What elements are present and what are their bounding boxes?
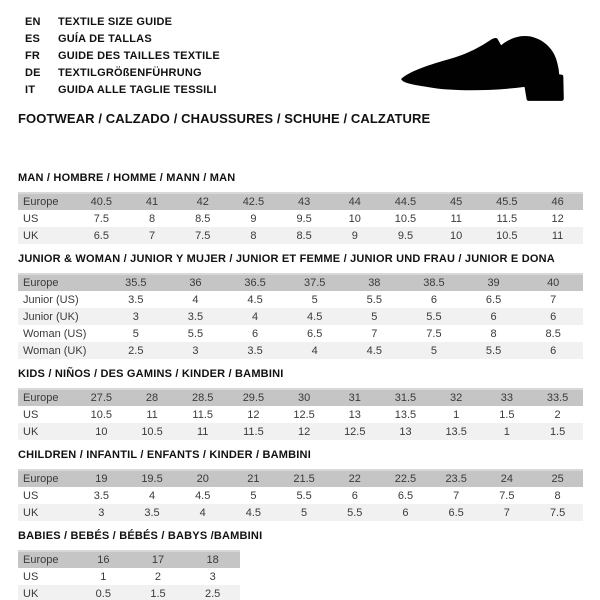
row-label: UK	[18, 227, 76, 244]
size-cell: 3	[185, 568, 240, 585]
size-cell: 8	[464, 325, 524, 342]
size-cell: 31	[329, 389, 380, 406]
size-cell: 12	[279, 423, 330, 440]
size-cell: 10.5	[482, 227, 533, 244]
size-section	[18, 172, 583, 244]
size-cell: 33.5	[532, 389, 583, 406]
table-row	[18, 487, 583, 504]
size-cell: 7.5	[404, 325, 464, 342]
size-cell: 44.5	[380, 193, 431, 210]
size-cell: 21	[228, 470, 279, 487]
table-title: JUNIOR & WOMAN / JUNIOR Y MUJER / JUNIOR ET FEMME / JUNIOR UND FRAU / JUNIOR E DONA	[18, 253, 555, 265]
size-cell: 8.5	[177, 210, 228, 227]
size-cell: 37.5	[285, 274, 345, 291]
size-cell: 8.5	[523, 325, 583, 342]
size-cell: 43	[279, 193, 330, 210]
table-row	[18, 470, 583, 487]
language-label: GUIDA ALLE TAGLIE TESSILI	[58, 84, 217, 96]
size-cell: 24	[482, 470, 533, 487]
table-row	[18, 227, 583, 244]
row-label: US	[18, 210, 76, 227]
size-cell: 2	[532, 406, 583, 423]
row-label: Woman (UK)	[18, 342, 106, 359]
size-cell: 5.5	[279, 487, 330, 504]
size-cell: 36.5	[225, 274, 285, 291]
size-cell: 10.5	[380, 210, 431, 227]
size-cell: 29.5	[228, 389, 279, 406]
size-cell: 12.5	[329, 423, 380, 440]
size-cell: 7	[523, 291, 583, 308]
category-heading: FOOTWEAR / CALZADO / CHAUSSURES / SCHUHE / CALZATURE	[18, 111, 431, 126]
size-cell: 22	[329, 470, 380, 487]
size-cell: 35.5	[106, 274, 166, 291]
size-cell: 13	[380, 423, 431, 440]
size-cell: 28.5	[177, 389, 228, 406]
size-cell: 7.5	[532, 504, 583, 521]
size-cell: 1.5	[482, 406, 533, 423]
row-label: Woman (US)	[18, 325, 106, 342]
size-cell: 6.5	[285, 325, 345, 342]
size-cell: 10	[431, 227, 482, 244]
size-cell: 19.5	[127, 470, 178, 487]
table-row	[18, 406, 583, 423]
table-row	[18, 193, 583, 210]
size-cell: 5	[228, 487, 279, 504]
size-cell: 4	[166, 291, 226, 308]
language-label: TEXTILE SIZE GUIDE	[58, 16, 173, 28]
size-cell: 2.5	[185, 585, 240, 600]
language-code: IT	[25, 84, 36, 96]
size-table	[18, 192, 583, 244]
size-cell: 5.5	[166, 325, 226, 342]
size-cell: 11	[177, 423, 228, 440]
language-label: GUIDE DES TAILLES TEXTILE	[58, 50, 220, 62]
size-table	[18, 273, 583, 359]
size-cell: 7	[482, 504, 533, 521]
table-row	[18, 342, 583, 359]
size-cell: 11.5	[228, 423, 279, 440]
size-cell: 4.5	[345, 342, 405, 359]
language-code: ES	[25, 33, 41, 45]
table-title: BABIES / BEBÉS / BÉBÉS / BABYS /BAMBINI	[18, 530, 263, 542]
size-cell: 3	[76, 504, 127, 521]
row-label: Europe	[18, 551, 76, 568]
size-cell: 9.5	[279, 210, 330, 227]
size-cell: 5	[404, 342, 464, 359]
size-cell: 5	[106, 325, 166, 342]
table-row	[18, 291, 583, 308]
size-cell: 42	[177, 193, 228, 210]
table-title: MAN / HOMBRE / HOMME / MANN / MAN	[18, 172, 236, 184]
size-cell: 3.5	[225, 342, 285, 359]
row-label: Junior (UK)	[18, 308, 106, 325]
row-label: UK	[18, 504, 76, 521]
size-cell: 6	[225, 325, 285, 342]
size-cell: 10.5	[76, 406, 127, 423]
size-cell: 39	[464, 274, 524, 291]
row-label: UK	[18, 423, 76, 440]
size-cell: 5.5	[404, 308, 464, 325]
size-cell: 11	[127, 406, 178, 423]
size-cell: 4	[285, 342, 345, 359]
size-cell: 11	[532, 227, 583, 244]
size-cell: 6.5	[380, 487, 431, 504]
size-cell: 6	[404, 291, 464, 308]
size-cell: 6	[329, 487, 380, 504]
size-cell: 9.5	[380, 227, 431, 244]
table-row	[18, 568, 240, 585]
size-cell: 32	[431, 389, 482, 406]
size-cell: 1.5	[532, 423, 583, 440]
size-section	[18, 530, 583, 600]
language-code: EN	[25, 16, 41, 28]
size-cell: 9	[329, 227, 380, 244]
size-cell: 1	[76, 568, 131, 585]
size-cell: 13.5	[380, 406, 431, 423]
table-row	[18, 551, 240, 568]
row-label: Junior (US)	[18, 291, 106, 308]
dress-shoe-silhouette	[393, 21, 585, 107]
size-cell: 1.5	[131, 585, 186, 600]
size-cell: 30	[279, 389, 330, 406]
table-row	[18, 585, 240, 600]
size-cell: 3.5	[127, 504, 178, 521]
size-cell: 20	[177, 470, 228, 487]
size-cell: 6.5	[76, 227, 127, 244]
size-cell: 8	[228, 227, 279, 244]
size-cell: 11.5	[177, 406, 228, 423]
size-cell: 4	[127, 487, 178, 504]
row-label: UK	[18, 585, 76, 600]
size-cell: 11	[431, 210, 482, 227]
size-cell: 8	[127, 210, 178, 227]
size-cell: 3	[166, 342, 226, 359]
size-cell: 0.5	[76, 585, 131, 600]
size-cell: 23.5	[431, 470, 482, 487]
table-row	[18, 325, 583, 342]
size-cell: 5.5	[345, 291, 405, 308]
size-cell: 6	[380, 504, 431, 521]
size-cell: 2	[131, 568, 186, 585]
size-cell: 7	[127, 227, 178, 244]
size-section	[18, 449, 583, 521]
size-cell: 5	[345, 308, 405, 325]
size-cell: 7	[431, 487, 482, 504]
size-cell: 40.5	[76, 193, 127, 210]
size-cell: 2.5	[106, 342, 166, 359]
size-cell: 8.5	[279, 227, 330, 244]
size-cell: 19	[76, 470, 127, 487]
size-cell: 46	[532, 193, 583, 210]
row-label: Europe	[18, 193, 76, 210]
size-cell: 4	[225, 308, 285, 325]
size-cell: 44	[329, 193, 380, 210]
language-label: TEXTILGRÖßENFÜHRUNG	[58, 67, 202, 79]
table-row	[18, 389, 583, 406]
size-cell: 6	[523, 342, 583, 359]
size-cell: 17	[131, 551, 186, 568]
table-row	[18, 423, 583, 440]
table-title: KIDS / NIÑOS / DES GAMINS / KINDER / BAMBINI	[18, 368, 284, 380]
table-row	[18, 308, 583, 325]
size-cell: 10	[329, 210, 380, 227]
size-cell: 25	[532, 470, 583, 487]
size-cell: 21.5	[279, 470, 330, 487]
table-row	[18, 504, 583, 521]
size-cell: 12.5	[279, 406, 330, 423]
size-cell: 45.5	[482, 193, 533, 210]
size-cell: 1	[482, 423, 533, 440]
row-label: Europe	[18, 470, 76, 487]
size-cell: 13.5	[431, 423, 482, 440]
size-cell: 6	[464, 308, 524, 325]
size-cell: 3	[106, 308, 166, 325]
size-cell: 6	[523, 308, 583, 325]
size-cell: 3.5	[76, 487, 127, 504]
size-cell: 4.5	[225, 291, 285, 308]
language-code: DE	[25, 67, 41, 79]
row-label: US	[18, 568, 76, 585]
size-cell: 22.5	[380, 470, 431, 487]
size-cell: 4	[177, 504, 228, 521]
size-cell: 7.5	[76, 210, 127, 227]
size-cell: 7.5	[482, 487, 533, 504]
size-section	[18, 368, 583, 440]
row-label: US	[18, 487, 76, 504]
shoe-icon	[393, 21, 585, 107]
size-cell: 12	[228, 406, 279, 423]
size-cell: 42.5	[228, 193, 279, 210]
size-cell: 40	[523, 274, 583, 291]
size-cell: 13	[329, 406, 380, 423]
size-cell: 6.5	[464, 291, 524, 308]
size-cell: 36	[166, 274, 226, 291]
size-cell: 28	[127, 389, 178, 406]
size-cell: 41	[127, 193, 178, 210]
size-cell: 7.5	[177, 227, 228, 244]
size-cell: 7	[345, 325, 405, 342]
size-table	[18, 550, 240, 600]
size-cell: 16	[76, 551, 131, 568]
size-cell: 38.5	[404, 274, 464, 291]
size-section	[18, 253, 583, 359]
table-row	[18, 274, 583, 291]
size-cell: 1	[431, 406, 482, 423]
size-cell: 33	[482, 389, 533, 406]
size-cell: 31.5	[380, 389, 431, 406]
language-code: FR	[25, 50, 41, 62]
size-cell: 18	[185, 551, 240, 568]
size-cell: 27.5	[76, 389, 127, 406]
size-cell: 38	[345, 274, 405, 291]
size-cell: 4.5	[228, 504, 279, 521]
size-cell: 5.5	[329, 504, 380, 521]
row-label: US	[18, 406, 76, 423]
size-cell: 3.5	[166, 308, 226, 325]
language-label: GUÍA DE TALLAS	[58, 33, 152, 45]
size-cell: 10	[76, 423, 127, 440]
size-cell: 4.5	[285, 308, 345, 325]
size-cell: 45	[431, 193, 482, 210]
size-table	[18, 388, 583, 440]
size-cell: 6.5	[431, 504, 482, 521]
size-cell: 11.5	[482, 210, 533, 227]
row-label: Europe	[18, 274, 106, 291]
size-cell: 8	[532, 487, 583, 504]
size-cell: 3.5	[106, 291, 166, 308]
table-row	[18, 210, 583, 227]
size-cell: 5.5	[464, 342, 524, 359]
size-tables	[18, 172, 583, 600]
size-cell: 5	[285, 291, 345, 308]
size-cell: 10.5	[127, 423, 178, 440]
size-cell: 12	[532, 210, 583, 227]
size-table	[18, 469, 583, 521]
size-cell: 9	[228, 210, 279, 227]
table-title: CHILDREN / INFANTIL / ENFANTS / KINDER / BAMBINI	[18, 449, 311, 461]
size-cell: 5	[279, 504, 330, 521]
size-cell: 4.5	[177, 487, 228, 504]
row-label: Europe	[18, 389, 76, 406]
